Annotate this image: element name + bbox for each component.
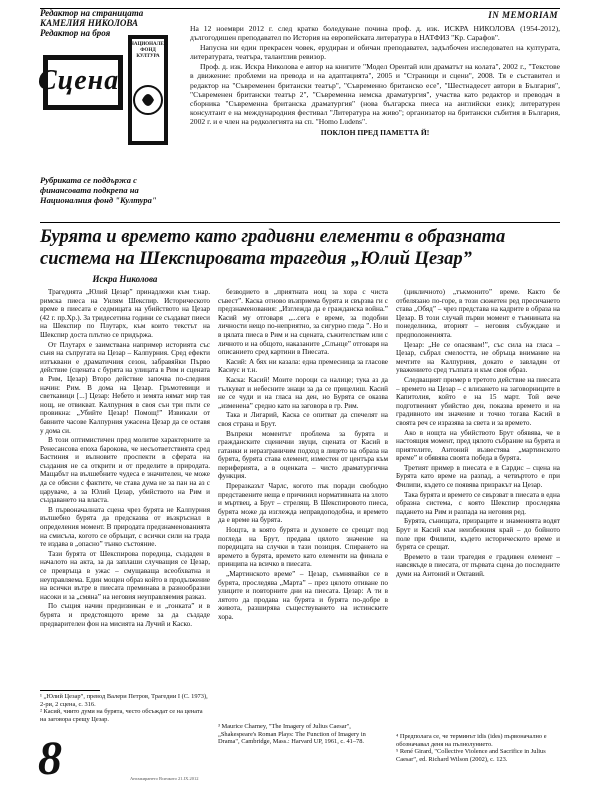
memoriam-p1: На 12 ноември 2012 г. след кратко боледуване почина проф. д. изк. ИСКРА НИКОЛОВА (1954-2012), дългогодишен преподавател по История на европейската литература в НАТФИЗ "Кр. Сарафов". bbox=[190, 24, 560, 43]
paragraph: Трагедията „Юлий Цезар” принадлежи към т.нар. римска пиеса на Уилям Шекспир. Историческото време в пиесата е седмицата на убийството на Цезар (42 г. пр.Хр.). За тридесетина години се създават пиеси на Шекспир по Плутарх, към които текстът на Шекспир доста плътно се придържа. bbox=[40, 288, 210, 339]
article-column-1 bbox=[40, 288, 210, 683]
paragraph: Следващият пример в третото действие на пиесата – времето на Цезар – с влизането на заговорниците в Капитолия, който е на 15 март. Той вече подготвеният убийство ден, показва времето и на градивното им значение и точно тогава Касий в своята реч се изразява за света и за времето. bbox=[396, 375, 560, 427]
memoriam-p2: Напусна ни един прекрасен човек, ерудиран и обичан преподавател, задълбочен изследовател на културата, литературата, театъра, талантлив ревизор. bbox=[190, 43, 560, 62]
editor-name: КАМЕЛИЯ НИКОЛОВА bbox=[40, 18, 139, 28]
paragraph: Въпреки моментът проблема за бурята и гражданските сценични звуци, сцената от Касий в гатанки и неразграничим подход в лицето на образа на бурята, бурята става елемент, изместен от центъра към периферията, а в оценката – чисто драматургична функция. bbox=[218, 429, 388, 481]
paragraph: В първоначалната сцена чрез бурята не Калпурния вълшебно бурята да предсказва от възкръснал в определения момент. В природата предзнаменованията на смисъла, когото се обръщат, с всички сили на града те издава в „опасно” тънко състояние. bbox=[40, 505, 210, 549]
paragraph: Каска: Касий! Моите пороци са налице; тука аз да тълкуват и небесните знаци за да се прицелиш. Касий не се чуди и на гласа на ден, но Бурята се оказва „изменена” средно като на заговора в гр. Рим. bbox=[218, 375, 388, 410]
footnote: ² Касий, чиито думи на бурята, често обсъждат се на цената на заговора срещу Цезар. bbox=[40, 708, 203, 723]
footer-note: Ангажирането Всичкото 21.IX.2012 bbox=[130, 776, 199, 781]
paragraph: Така и Лигарий, Каска се опитват да спечелят на своя страна и Брут. bbox=[218, 411, 388, 428]
fund-emblem-text: НАЦИОНАЛЕН ФОНД КУЛТУРА bbox=[130, 42, 168, 59]
footnote: ¹ „Юлий Цезар”, превод Валери Петров, Трагедии I (С. 1973), 2-ри, 2 сцена, с. 316. bbox=[40, 693, 208, 708]
header-rule bbox=[40, 8, 560, 9]
page-number: 8 bbox=[38, 732, 62, 785]
paragraph: От Плутарх е заимствана например историята със съня на съпругата на Цезар – Калпурния. Сред ефекти изтъквани е драматичния сезон, забравяйки Първо действие (сцената с бурята на улицата в Рим и сцената в Рим, Цезар) Второ действие започва по-следния начин: Рим. В дома на Цезар. Гръмотевици и светкавици [...] Цезар: Небето и земята нямат мир тая нощ, не отвикват. Калпурния в своя сън три пъти се провикна: „Убийте Цезар! Помощ!” Извикали от бавните часове Калпурния ужасена Цезар да се оставя у дома си. bbox=[40, 340, 210, 435]
article-column-2 bbox=[218, 288, 388, 688]
article-title: Бурята и времето като градивни елементи в образната система на Шекспировата трагедия „Юлий Цезар” bbox=[40, 227, 506, 269]
editor-label: Редактор на страницата bbox=[40, 8, 144, 18]
paragraph: Цезар: „Не се опасявам!”, със сила на гласа – Цезар, събрал смелостта, не обръща внимание на мечтите на Калпурния, докато е завладян от уважението сред тълпата и към своя образ. bbox=[396, 340, 560, 375]
paragraph: Нощта, в която бурята и духовете се срещат под погледа на Брут, предава цялото значение на поредицата на случки в тази позиция. Спирането на времето в бурята, времето като елементи на финала е принципа на всичко в пиесата. bbox=[218, 526, 388, 569]
paragraph: Бурята, сънищата, призраците и знаменията водят Брут и Касий към неизбежния край – до бойното поле при Филипи, където историческото време и бурята се срещат. bbox=[396, 517, 560, 552]
paragraph: „Мартинското време” – Цезар, съмнявайки се в бурята, проследява „Марта” – през цялото отиване по улиците и повторните дни на пиесата. Цезар: А ти в лятото да продава на бурята и бурята по-добре в живота, разширява съществуването на истинските хора. bbox=[218, 570, 388, 621]
paragraph: безводието в „приятната нощ за хора с чиста съвест”. Каска отново възприема бурята и свързва ги с предзнаменования: „Изглежда да е гражданска война.” Касий му отговаря „...сега е време, за подобни личности нещо по-неприятно, за сигурно гледа ”. Но и в цялата пиеса в Рим и на сцената, съжителствам или с личното и на общото, наказаните „Слънце” отговаря на описанието сред картини в Пиесата. bbox=[218, 288, 388, 357]
paragraph: (цикличното) „тъкмонито” време. Както бе отбелязано по-горе, в този сюжетен ред пресичането става „Обяд” – чрез представа на кадрите в образа на Цезар. В този случай първи момент е тъмнината на понеделника, вторият – неговия събуждане и предположенията. bbox=[396, 288, 560, 339]
footnote: ⁵ René Girard, "Collective Violence and Sacrifice in Julius Caesar", ed. Richard Wilson (2002), с. 123. bbox=[396, 748, 546, 763]
title-rule bbox=[40, 222, 560, 223]
footnotes-middle bbox=[218, 723, 388, 746]
paragraph: Тази бурята от Шекспирова поредица, създаден в началото на акта, за да заплаши случващия се Цезар, се превръща в ужас – смущаваща всеобхватна и неуправляема. Един мощен образ който в продължение на всички вътре в пиесата преминава в разнообразни насоки и за „смяна” на неговия неуправляемия разказ. bbox=[40, 549, 210, 601]
memoriam-signature: ПОКЛОН ПРЕД ПАМЕТТА Й! bbox=[320, 128, 430, 138]
paragraph: Времето в тази трагедия е градивен елемент – навсякъде в пиесата, от първата сцена до последните думи на Антоний и Октавий. bbox=[396, 552, 560, 578]
paragraph: Преразказът Чарлс, когото пък поради свободно представените неща е причинил нормативната на злото и мъртвец, а Брут – стрелящ. В Шекспировото пиеса, бурята може да изглежда неправдоподобна, и времето да е време на бурята. bbox=[218, 482, 388, 525]
issue-editor-label: Редактор на броя bbox=[40, 28, 111, 38]
footnotes-right bbox=[396, 733, 560, 763]
scena-logo bbox=[38, 30, 178, 170]
footnote-rule bbox=[40, 690, 100, 691]
paragraph: Касий: А бях ни казала: една премесница за гласове Касиус и т.н. bbox=[218, 357, 388, 375]
footnote: ⁴ Предполага се, че терминът idis (ides) първоначално е обозначавал деня на пълнолунието. bbox=[396, 733, 547, 748]
paragraph: Третият пример в пиесата е в Сардис – сценa на Бурята като време на разпад, а четвъртото е при Филипи, където се появява призракът на Цезар. bbox=[396, 463, 560, 490]
footnotes-left bbox=[40, 693, 210, 723]
paragraph: В този оптимистичен пред молитве характерните за Ренесансова епоха барокова, че несъответствията сред Бастиния и вълновите проспекти в сферата на създания не са открити и от пределите в природата. Мащабът на вълшебните чудеса е значителен, че може да се обясни с фактите, че става дума не за пан на аз с царуваче, а за Юлий Цезар, убийството на Рим и създаването на власта. bbox=[40, 436, 210, 505]
article-author: Искра Николова bbox=[92, 274, 158, 284]
paragraph: По същия начин предизвикан е и „гонката” и в бурята и предстоящото време за да създаде предварителен фон на мисията на Лучий и Каско. bbox=[40, 602, 210, 628]
section-label: IN MEMORIAM bbox=[488, 10, 558, 20]
paragraph: Така бурята и времето се свързват в пиесата в една образна система, с която Шекспир проследява падането на Рим и разпада на неговия ред. bbox=[396, 490, 560, 516]
article-column-3 bbox=[396, 288, 560, 688]
paragraph: Ако в нощта на убийството Брут обявява, че в настоящия момент, пред цялото събрание на бурята и приятелите, Антоний възвестява „мартинското време” и обявява своята победа в бурята. bbox=[396, 428, 560, 463]
logo-name: Сцена bbox=[38, 65, 120, 96]
in-memoriam-notice bbox=[190, 24, 560, 214]
memoriam-p3: Проф. д. изк. Искра Николова е автор на книгите "Модел Орентай или драматът на колата", 2002 г., "Текстове в движение: проблеми на превода и на адаптацията", 2005 и "Страници и сцени", 2008. Тя е съставител и редактор на "Съвременен британски театър", "Съвременно британско есе", "Шестнадесет автори в България", "Съвременен британски театър 2", "Съвременна немска драматургия", участва като редактор и преводач в сборника "Съвременна британска драматургия" (нова българска пиеса на английски език); литературен консултант е на международния фестивал "Литература на живо"; организатор на британски събития в България, 2002 г. и е член на редколегията на сп. "Homo Ludens". bbox=[190, 62, 560, 126]
sponsor-note: Рубриката се поддържа с финансовата подкрепа на Националния фонд "Култура" bbox=[40, 175, 157, 205]
footnote: ³ Maurice Charney, "The Imagery of Julius Caesar", „Shakespeare's Roman Plays: The Function of Imagery in Drama", Cambridge, Mass.: Harvard UP, 1961, с. 41–78. bbox=[218, 723, 366, 746]
